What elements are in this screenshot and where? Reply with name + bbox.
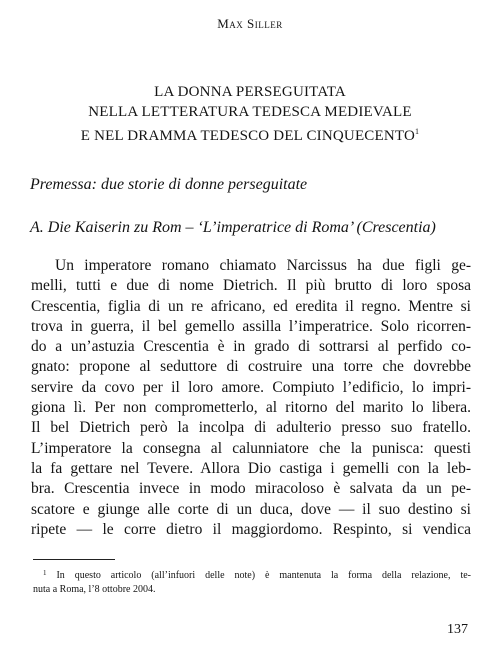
page-number: 137 (447, 622, 468, 637)
body-line: Il bel Dietrich però la incolpa di adulterio presso suo fratello. (31, 419, 471, 437)
title-line-3-text: E NEL DRAMMA TEDESCO DEL CINQUECENTO (80, 128, 416, 144)
body-line: melli, tutti e due di nome Dietrich. Il più brutto di loro sposa (31, 277, 471, 295)
body-line: bra. Crescentia invece in modo miracoloso è salvata da un pe- (31, 480, 471, 498)
body-line: do a un’astuzia Crescentia è in grado di sottrarsi al perfido co- (31, 338, 471, 356)
footnote-separator (33, 559, 115, 560)
body-line: ripete — le corre dietro il maggiordomo. Respinto, si vendica (31, 520, 471, 538)
body-line: Un imperatore romano chiamato Narcissus ha due figli ge- (55, 257, 471, 274)
body-paragraph (31, 256, 471, 540)
body-line: trova in guerra, il bel gemello assilla l’imperatrice. Solo ricorren- (31, 317, 471, 335)
article-title (30, 82, 470, 146)
body-line: Crescentia, figlia di un re africano, ed eredita il regno. Mentre si (31, 297, 471, 315)
title-line-1: LA DONNA PERSEGUITATA (154, 84, 346, 100)
footnote-line-1 (33, 566, 471, 583)
running-head: Max Siller (217, 16, 283, 31)
footnote (33, 566, 471, 597)
body-line: giona lì. Per non comprometterlo, al ritorno del marito lo libera. (31, 399, 471, 417)
section-heading: A. Die Kaiserin zu Rom – ‘L’imperatrice di Roma’ (Crescentia) (30, 219, 436, 236)
footnote-line-2: nuta a Roma, l’8 ottobre 2004. (33, 584, 156, 595)
title-line-2: NELLA LETTERATURA TEDESCA MEDIEVALE (88, 104, 412, 120)
footnote-text: In questo articolo (all’infuori delle note) è mantenuta la forma della relazione, te- (56, 570, 471, 581)
title-footnote-marker: 1 (415, 127, 420, 136)
title-line-3 (30, 122, 470, 146)
body-line: scatore e giunge alle corte di un duca, dove — il suo destino si (31, 500, 471, 518)
subheading: Premessa: due storie di donne perseguitate (30, 176, 308, 193)
body-line: servire da covo per il loro amore. Compiuto l’edificio, lo impri- (31, 378, 471, 396)
body-line: gnato: propone al seduttore di costruire una torre che dovrebbe (31, 358, 471, 376)
body-line: la fa gettare nel Tevere. Allora Dio castiga i gemelli con la leb- (31, 459, 471, 477)
footnote-marker: 1 (43, 569, 47, 577)
body-line: L’imperatore la consegna al calunniatore che la punisca: questi (31, 439, 471, 457)
